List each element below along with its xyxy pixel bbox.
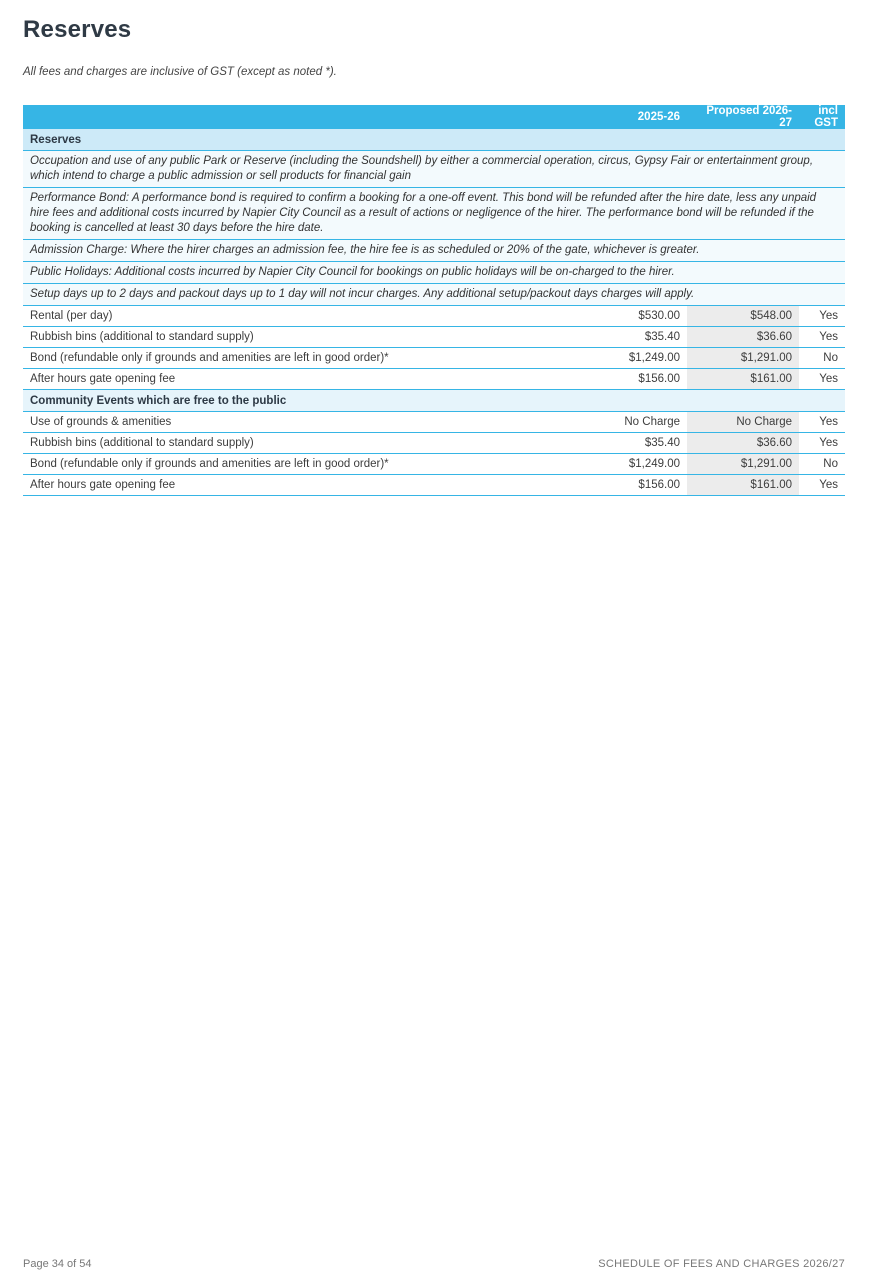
fee-gst: Yes bbox=[799, 369, 845, 390]
fee-gst: Yes bbox=[799, 412, 845, 433]
fee-current: $1,249.00 bbox=[577, 454, 687, 475]
note-row bbox=[23, 284, 845, 306]
header-current-year: 2025-26 bbox=[577, 105, 687, 129]
fee-gst: Yes bbox=[799, 433, 845, 454]
table-row bbox=[23, 306, 845, 327]
section-header-community-events bbox=[23, 390, 845, 412]
fee-gst: Yes bbox=[799, 306, 845, 327]
fee-description: Bond (refundable only if grounds and amenities are left in good order)* bbox=[23, 348, 577, 369]
table-row bbox=[23, 412, 845, 433]
note-text: Public Holidays: Additional costs incurred by Napier City Council for bookings on public holidays will be on-charged to the hirer. bbox=[23, 262, 845, 284]
fee-current: $156.00 bbox=[577, 475, 687, 496]
fee-description: After hours gate opening fee bbox=[23, 369, 577, 390]
fee-proposed: $1,291.00 bbox=[687, 454, 799, 475]
document-title: SCHEDULE OF FEES AND CHARGES 2026/27 bbox=[598, 1258, 845, 1270]
fee-proposed: $36.60 bbox=[687, 327, 799, 348]
fees-table bbox=[23, 105, 845, 496]
fee-proposed: No Charge bbox=[687, 412, 799, 433]
fee-description: Bond (refundable only if grounds and amenities are left in good order)* bbox=[23, 454, 577, 475]
table-header bbox=[23, 105, 845, 129]
table-row bbox=[23, 433, 845, 454]
fee-description: Rubbish bins (additional to standard supply) bbox=[23, 327, 577, 348]
fee-description: Rubbish bins (additional to standard supply) bbox=[23, 433, 577, 454]
fee-current: $35.40 bbox=[577, 327, 687, 348]
fee-description: Use of grounds & amenities bbox=[23, 412, 577, 433]
note-row bbox=[23, 262, 845, 284]
fee-gst: No bbox=[799, 348, 845, 369]
fee-description: After hours gate opening fee bbox=[23, 475, 577, 496]
table-row bbox=[23, 454, 845, 475]
section-title: Community Events which are free to the public bbox=[23, 390, 845, 412]
fee-current: $1,249.00 bbox=[577, 348, 687, 369]
note-text: Admission Charge: Where the hirer charges an admission fee, the hire fee is as scheduled or 20% of the gate, whichever is greater. bbox=[23, 240, 845, 262]
table-row bbox=[23, 327, 845, 348]
note-row bbox=[23, 188, 845, 240]
note-row bbox=[23, 151, 845, 188]
fee-current: No Charge bbox=[577, 412, 687, 433]
fee-current: $35.40 bbox=[577, 433, 687, 454]
note-text: Performance Bond: A performance bond is required to confirm a booking for a one-off event. This bond will be refunded after the hire date, less any unpaid hire fees and additional costs incurred by Napier City Council as a result of actions or negligence of the hirer. The performance bond will be refunded if the booking is cancelled at least 30 days before the hire date. bbox=[23, 188, 845, 240]
fee-current: $156.00 bbox=[577, 369, 687, 390]
intro-note: All fees and charges are inclusive of GST (except as noted *). bbox=[23, 66, 337, 78]
fee-proposed: $548.00 bbox=[687, 306, 799, 327]
fee-proposed: $1,291.00 bbox=[687, 348, 799, 369]
note-row bbox=[23, 240, 845, 262]
page-number: Page 34 of 54 bbox=[23, 1258, 92, 1270]
section-header-reserves bbox=[23, 129, 845, 151]
fee-description: Rental (per day) bbox=[23, 306, 577, 327]
fee-gst: No bbox=[799, 454, 845, 475]
table-row bbox=[23, 369, 845, 390]
note-text: Setup days up to 2 days and packout days up to 1 day will not incur charges. Any additional setup/packout days charges will apply. bbox=[23, 284, 845, 306]
note-text: Occupation and use of any public Park or Reserve (including the Soundshell) by either a commercial operation, circus, Gypsy Fair or entertainment group, which intend to charge a public admission or sell products for financial gain bbox=[23, 151, 845, 188]
header-proposed-year: Proposed 2026-27 bbox=[687, 105, 799, 129]
table-row bbox=[23, 348, 845, 369]
fee-proposed: $161.00 bbox=[687, 369, 799, 390]
section-title: Reserves bbox=[23, 129, 845, 151]
header-description bbox=[23, 105, 577, 129]
header-incl-gst: incl GST bbox=[799, 105, 845, 129]
fee-proposed: $36.60 bbox=[687, 433, 799, 454]
fee-current: $530.00 bbox=[577, 306, 687, 327]
fee-gst: Yes bbox=[799, 475, 845, 496]
table-row bbox=[23, 475, 845, 496]
fee-proposed: $161.00 bbox=[687, 475, 799, 496]
page-title: Reserves bbox=[23, 16, 132, 43]
fee-gst: Yes bbox=[799, 327, 845, 348]
